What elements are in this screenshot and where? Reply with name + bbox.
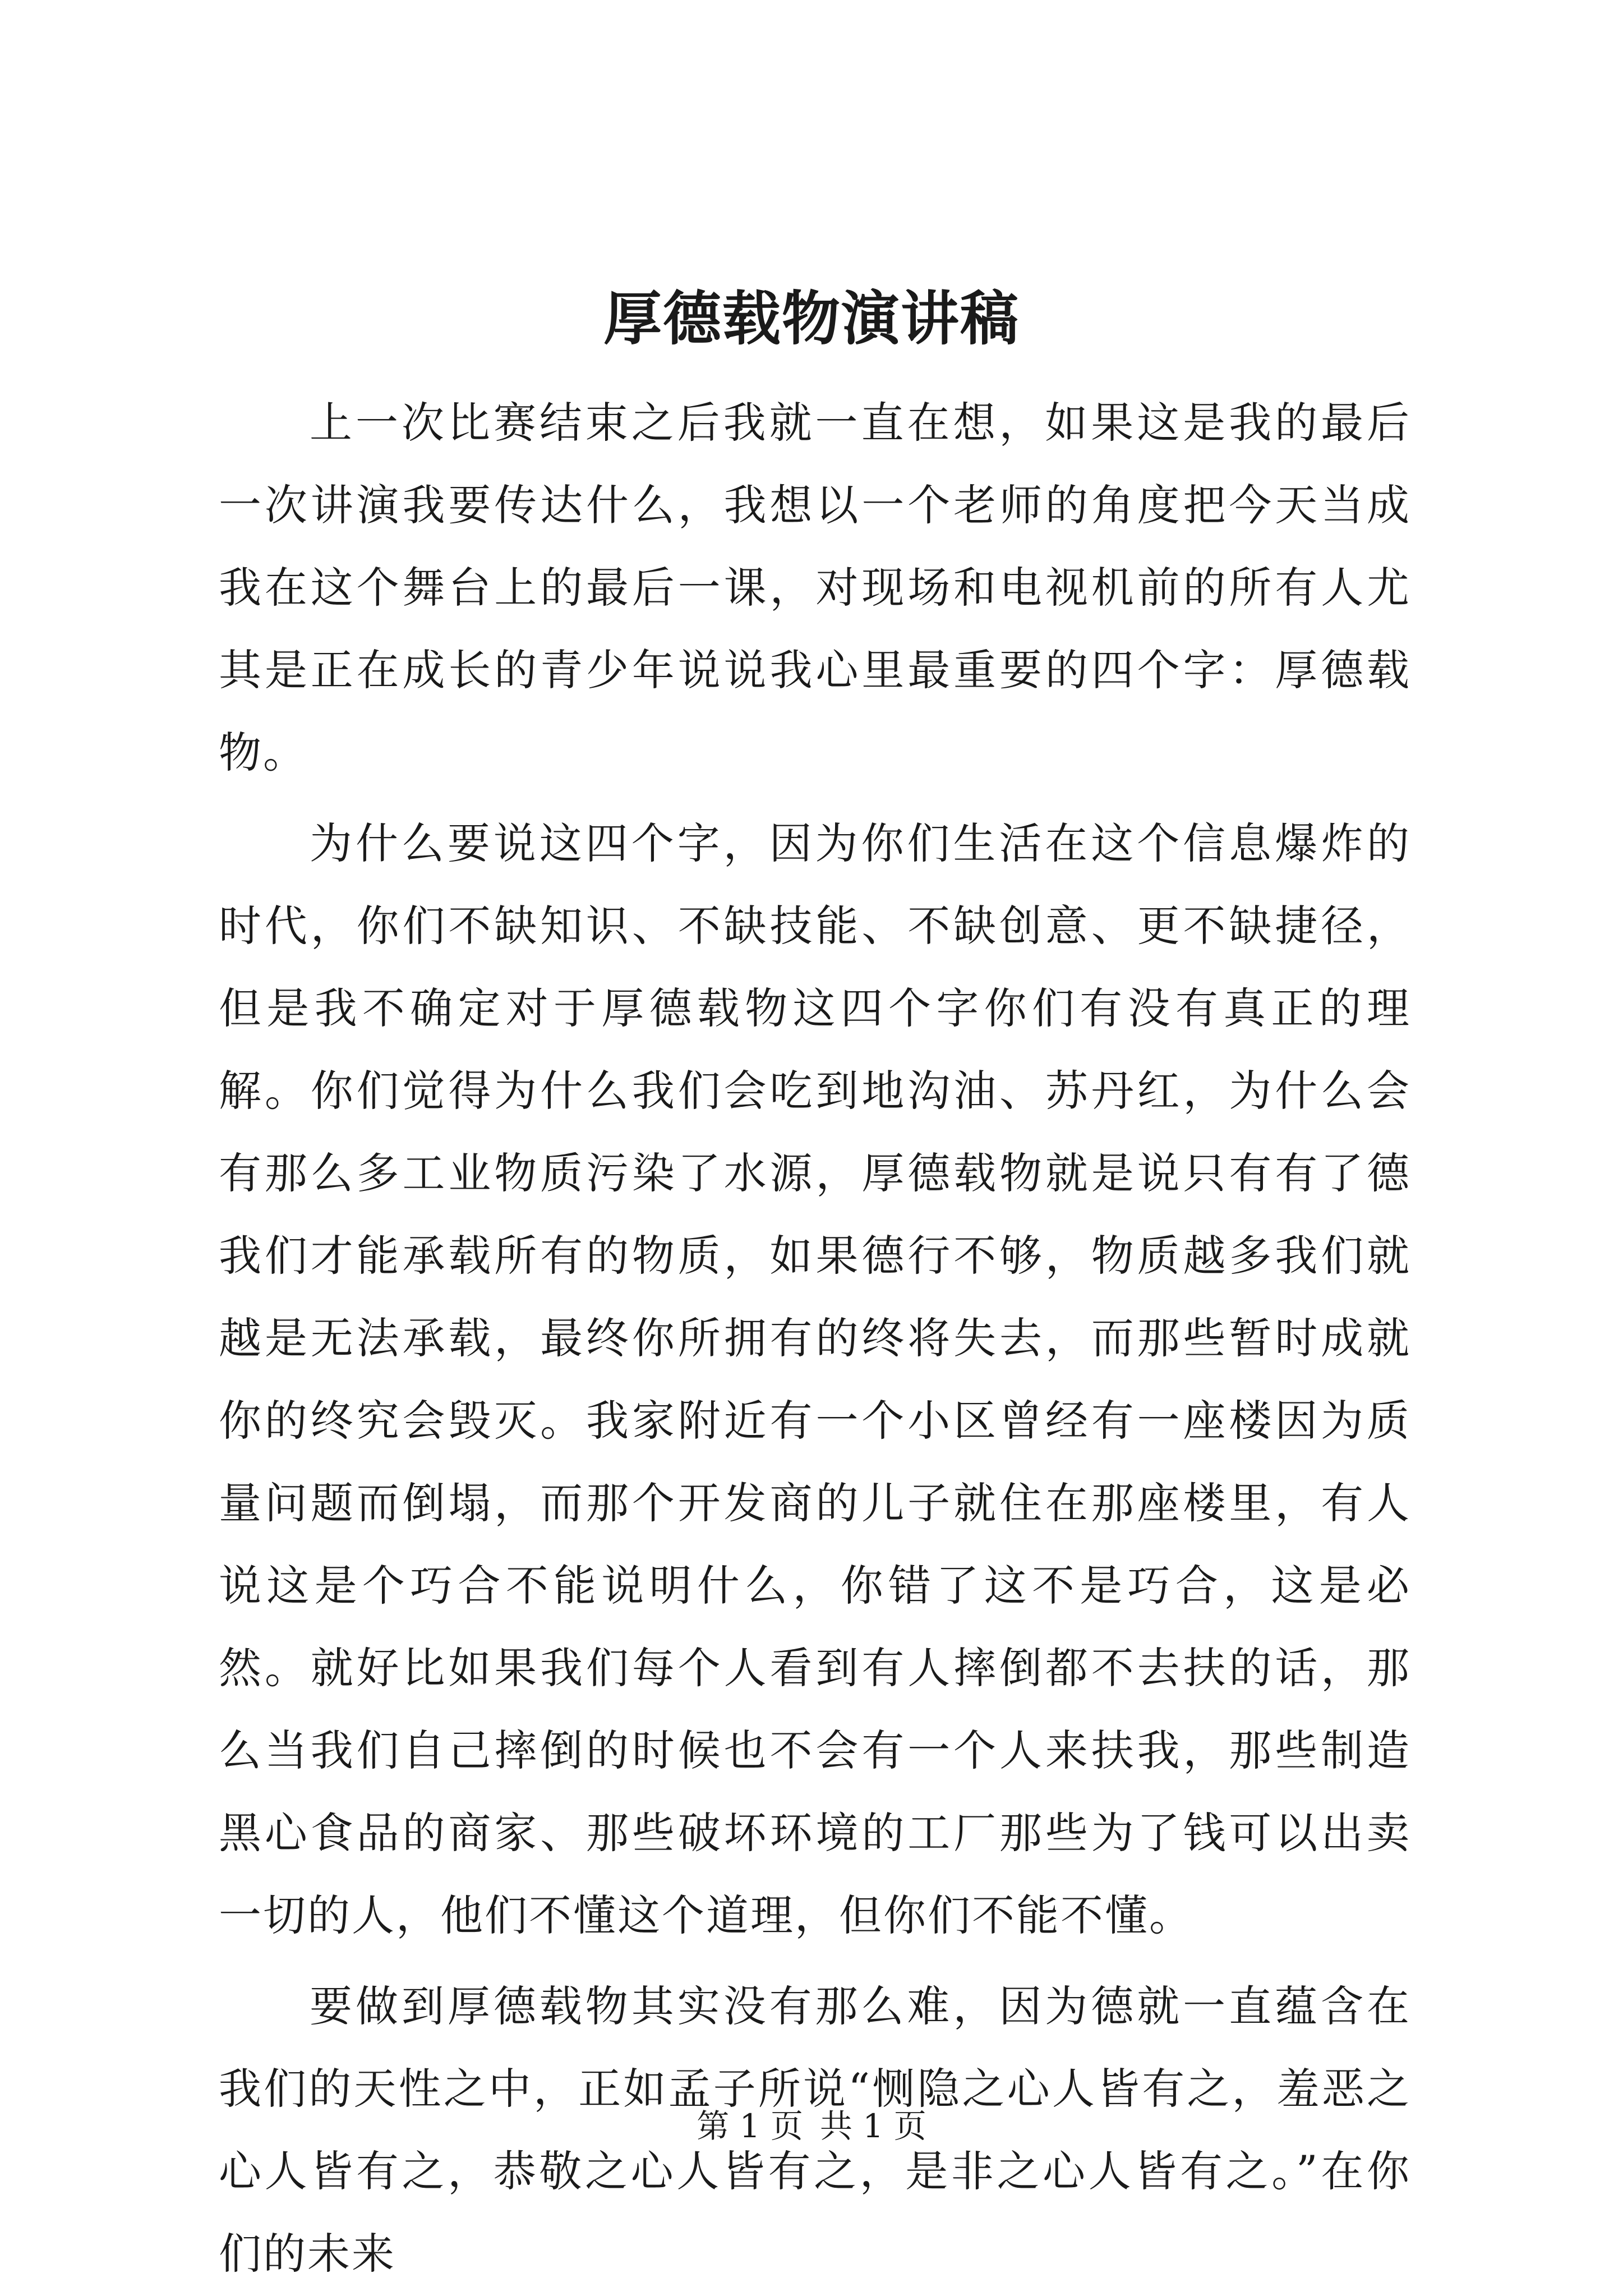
paragraph-2: 为什么要说这四个字，因为你们生活在这个信息爆炸的时代，你们不缺知识、不缺技能、不缺创意、更不缺捷径，但是我不确定对于厚德载物这四个字你们有没有真正的理解。你们觉得为什么我们会吃到地沟油、苏丹红，为什么会有那么多工业物质污染了水源，厚德载物就是说只有有了德我们才能承载所有的物质，如果德行不够，物质越多我们就越是无法承载，最终你所拥有的终将失去，而那些暂时成就你的终究会毁灭。我家附近有一个小区曾经有一座楼因为质量问题而倒塌，而那个开发商的儿子就住在那座楼里，有人说这是个巧合不能说明什么，你错了这不是巧合，这是必然。就好比如果我们每个人看到有人摔倒都不去扶的话，那么当我们自己摔倒的时候也不会有一个人来扶我，那些制造黑心食品的商家、那些破坏环境的工厂那些为了钱可以出卖一切的人，他们不懂这个道理，但你们不能不懂。 (219, 818, 1411, 1940)
page-footer (0, 2104, 1623, 2148)
document-body (219, 381, 1411, 2295)
page-number-total: 共 1 页 (820, 2107, 926, 2145)
document-title: 厚德载物演讲稿 (603, 284, 1020, 353)
paragraph-3: 要做到厚德载物其实没有那么难，因为德就一直蕴含在我们的天性之中，正如孟子所说“恻隐之心人皆有之，羞恶之心人皆有之，恭敬之心人皆有之，是非之心人皆有之。”在你们的未来 (219, 1981, 1411, 2279)
paragraph-1: 上一次比赛结束之后我就一直在想，如果这是我的最后一次讲演我要传达什么，我想以一个老师的角度把今天当成我在这个舞台上的最后一课，对现场和电视机前的所有人尤其是正在成长的青少年说说我心里最重要的四个字：厚德载物。 (219, 398, 1411, 777)
page-number-current: 第 1 页 (697, 2107, 803, 2145)
